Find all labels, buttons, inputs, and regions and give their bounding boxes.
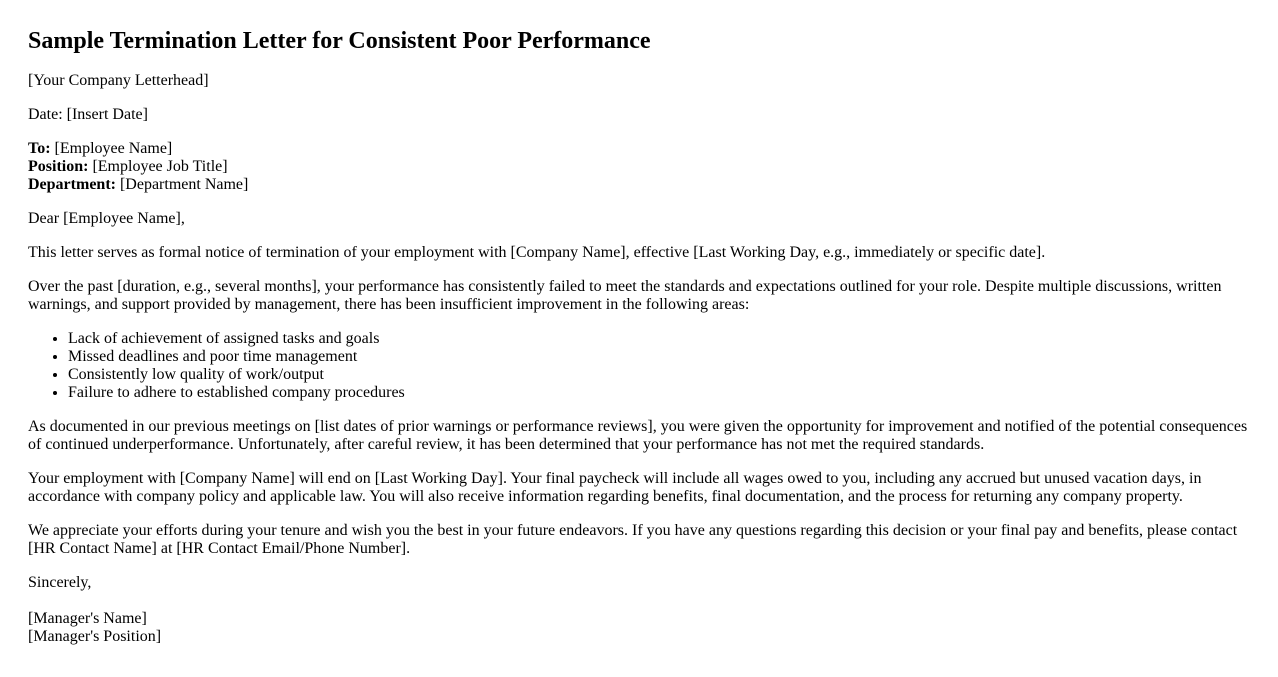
manager-position: [Manager's Position] [28, 628, 162, 645]
paragraph-performance: Over the past [duration, e.g., several months], your performance has consistently failed to meet the standards and expectations outlined for your role. Despite multiple discussions, written warnings, and support provided by management, there has been insufficient improvement in the following areas: [28, 278, 1222, 313]
paragraph-appreciation: We appreciate your efforts during your tenure and wish you the best in your future endeavors. If you have any questions regarding this decision or your final pay and benefits, please contact [HR Contact Name] at [HR Contact Email/Phone Number]. [28, 522, 1238, 557]
recipient-block [28, 140, 1250, 194]
issues-list [28, 330, 1250, 402]
closing: Sincerely, [28, 574, 92, 591]
to-label: To: [28, 140, 51, 157]
department-label: Department: [28, 176, 116, 193]
list-item: • Failure to adhere to established company procedures [68, 384, 1250, 402]
letter-page [0, 27, 1278, 646]
paragraph-employment-end: Your employment with [Company Name] will end on [Last Working Day]. Your final paycheck will include all wages owed to you, including any accrued but unused vacation days, in accordance with company policy and applicable law. You will also receive information regarding benefits, final documentation, and the process for returning any company property. [28, 470, 1202, 505]
paragraph-notice: This letter serves as formal notice of termination of your employment with [Company Name], effective [Last Working Day, e.g., immediately or specific date]. [28, 244, 1046, 261]
list-item: • Consistently low quality of work/output [68, 366, 1250, 384]
paragraph-documented: As documented in our previous meetings on [list dates of prior warnings or performance reviews], you were given the opportunity for improvement and notified of the potential consequences of continued underperformance. Unfortunately, after careful review, it has been determined that your performance has not met the required standards. [28, 418, 1248, 453]
recipient-position [28, 158, 1250, 176]
signature-block [28, 610, 1250, 646]
list-item: • Missed deadlines and poor time management [68, 348, 1250, 366]
page-title: Sample Termination Letter for Consistent Poor Performance [28, 28, 651, 54]
list-item: • Lack of achievement of assigned tasks and goals [68, 330, 1250, 348]
position-value: [Employee Job Title] [88, 158, 228, 175]
to-value: [Employee Name] [50, 140, 173, 157]
recipient-to [28, 140, 1250, 158]
recipient-department [28, 176, 1250, 194]
salutation: Dear [Employee Name], [28, 210, 185, 227]
letterhead: [Your Company Letterhead] [28, 72, 209, 89]
date-line: Date: [Insert Date] [28, 106, 148, 123]
position-label: Position: [28, 158, 89, 175]
manager-name: [Manager's Name] [28, 610, 147, 627]
department-value: [Department Name] [115, 176, 249, 193]
